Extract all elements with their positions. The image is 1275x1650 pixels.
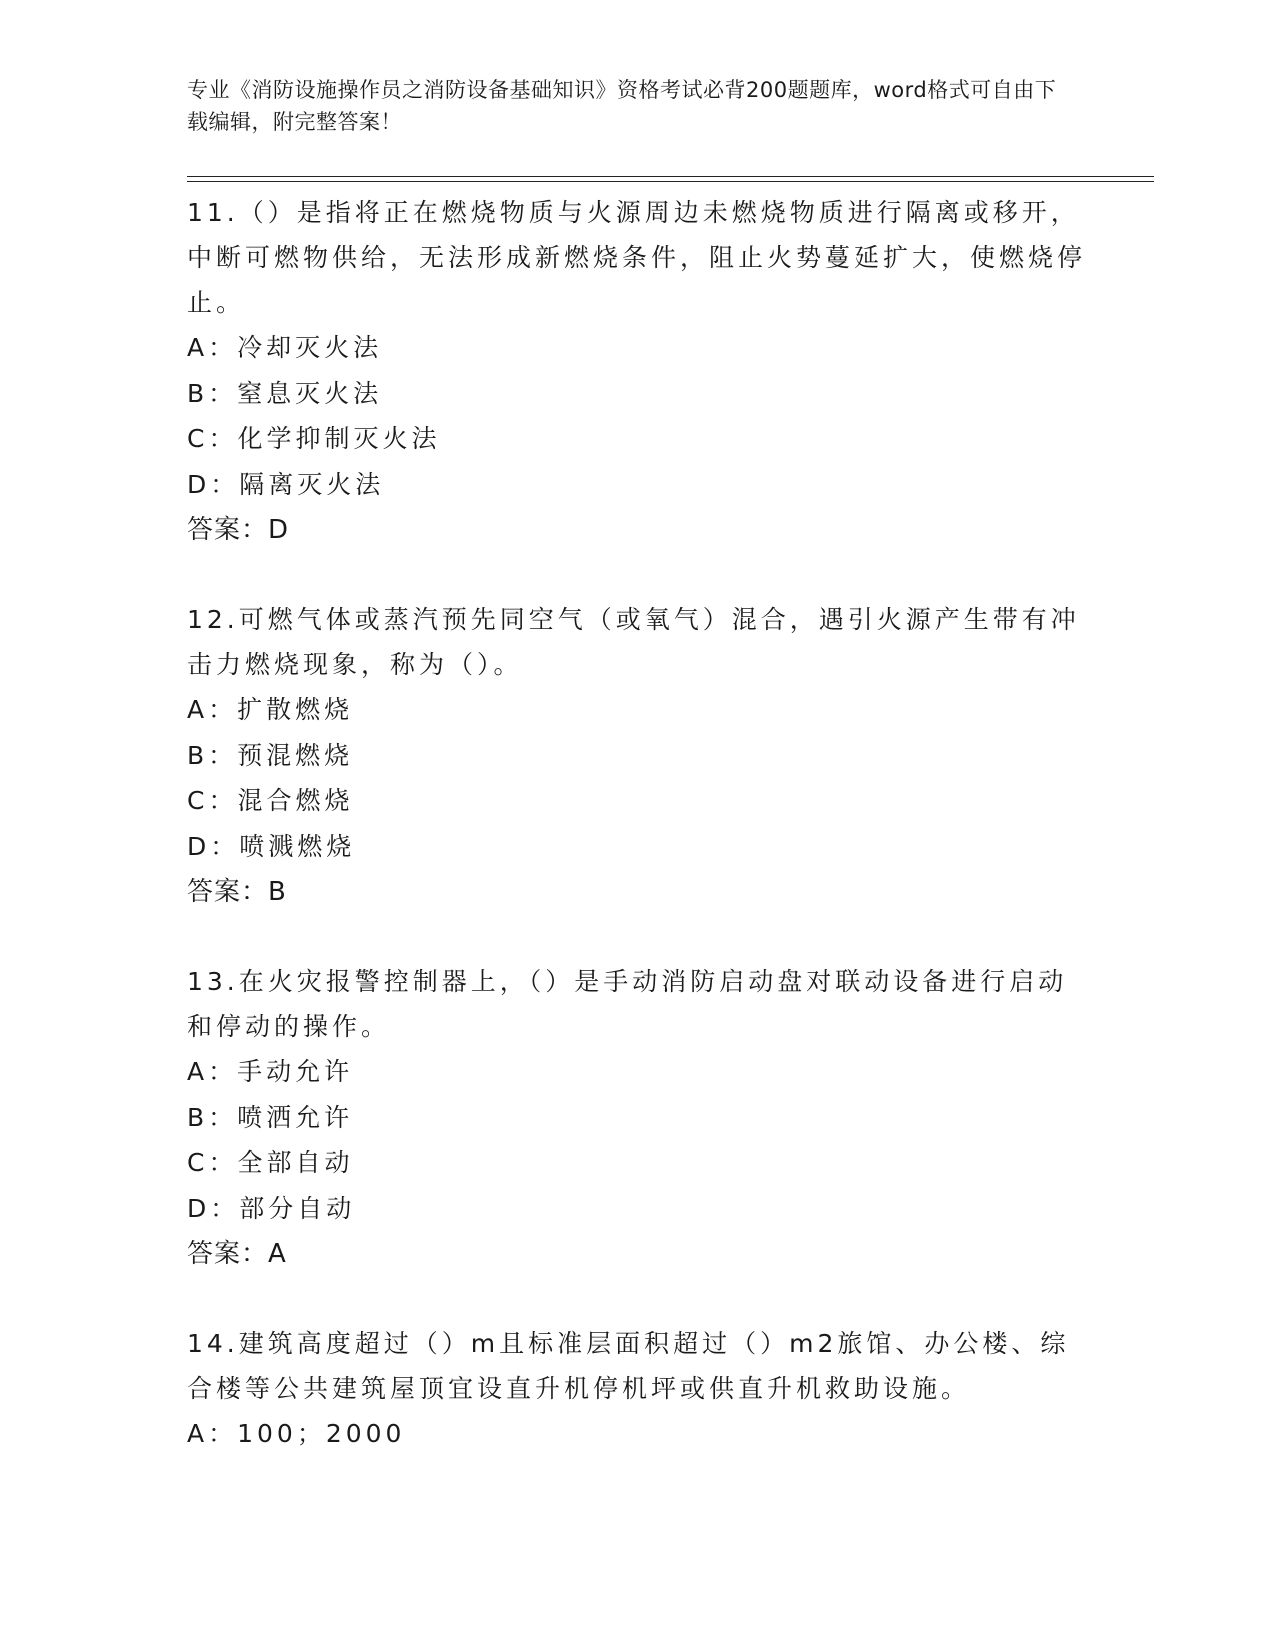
answer-line: 答案：B	[187, 877, 287, 907]
option-c: C：混合燃烧	[187, 786, 354, 815]
question-stem: 11.（）是指将正在燃烧物质与火源周边未燃烧物质进行隔离或移开，中断可燃物供给，无法形成新燃烧条件，阻止火势蔓延扩大，使燃烧停止。	[187, 198, 1087, 317]
question-13	[187, 959, 1087, 1277]
question-12	[187, 597, 1087, 915]
question-stem: 14.建筑高度超过（）m且标准层面积超过（）m2旅馆、办公楼、综合楼等公共建筑屋顶宜设直升机停机坪或供直升机救助设施。	[187, 1329, 1070, 1403]
option-c: C：化学抑制灭火法	[187, 424, 441, 453]
question-spacer	[187, 1277, 1087, 1321]
option-d: D：隔离灭火法	[187, 469, 385, 499]
answer-line: 答案：D	[187, 515, 290, 545]
question-stem: 13.在火灾报警控制器上，（）是手动消防启动盘对联动设备进行启动和停动的操作。	[187, 967, 1068, 1041]
question-spacer	[187, 915, 1087, 959]
option-a: A：冷却灭火法	[187, 333, 383, 362]
option-d: D：部分自动	[187, 1193, 356, 1223]
option-a: A：100；2000	[187, 1419, 406, 1448]
header-divider-top	[187, 176, 1154, 177]
option-b: B：喷洒允许	[187, 1102, 354, 1132]
question-11	[187, 190, 1087, 553]
option-a: A：扩散燃烧	[187, 695, 354, 724]
option-d: D：喷溅燃烧	[187, 831, 356, 861]
option-c: C：全部自动	[187, 1148, 354, 1177]
header-divider-bottom	[187, 181, 1154, 182]
option-b: B：预混燃烧	[187, 740, 354, 770]
question-spacer	[187, 553, 1087, 597]
document-header: 专业《消防设施操作员之消防设备基础知识》资格考试必背200题题库，word格式可自由下载编辑，附完整答案！	[187, 78, 1057, 134]
question-14	[187, 1321, 1087, 1457]
option-a: A：手动允许	[187, 1057, 354, 1086]
option-b: B：窒息灭火法	[187, 378, 383, 408]
question-list	[187, 190, 1087, 1457]
answer-line: 答案：A	[187, 1239, 287, 1269]
question-stem: 12.可燃气体或蒸汽预先同空气（或氧气）混合，遇引火源产生带有冲击力燃烧现象，称为（）。	[187, 605, 1080, 679]
